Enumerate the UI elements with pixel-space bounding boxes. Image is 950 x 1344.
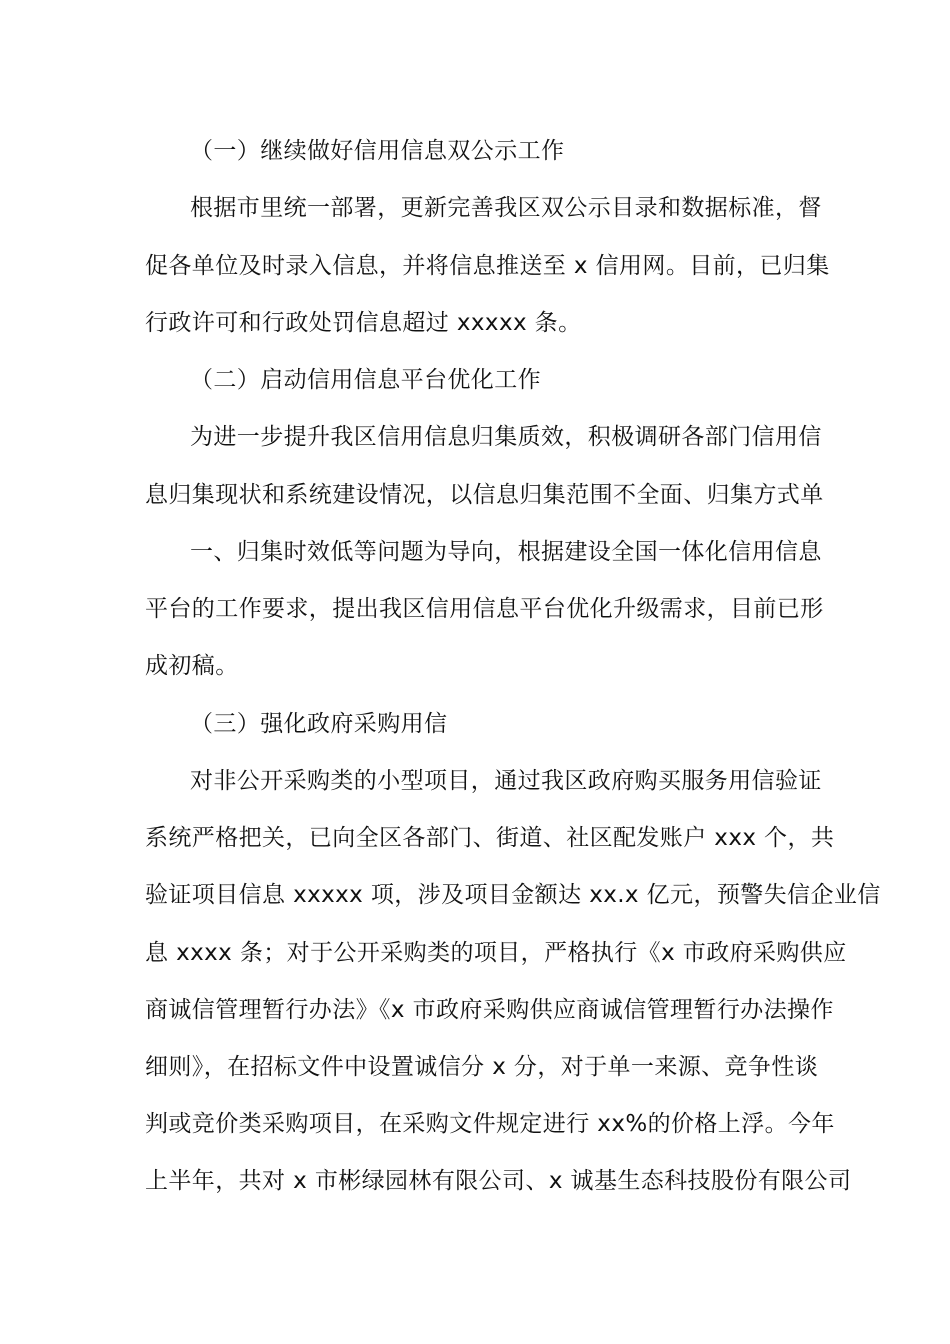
paragraph-line: 对非公开采购类的小型项目，通过我区政府购买服务用信验证 [190, 768, 822, 794]
paragraph-line: 系统严格把关，已向全区各部门、街道、社区配发账户 xxx 个，共 [145, 825, 835, 851]
paragraph-line: 一、归集时效低等问题为导向，根据建设全国一体化信用信息 [190, 539, 822, 565]
paragraph-line: 促各单位及时录入信息，并将信息推送至 x 信用网。目前，已归集 [145, 253, 830, 279]
paragraph-line: 成初稿。 [145, 653, 239, 679]
paragraph-line: 上半年，共对 x 市彬绿园林有限公司、x 诚基生态科技股份有限公司 [145, 1168, 852, 1194]
paragraph-line: 判或竞价类采购项目，在采购文件规定进行 xx%的价格上浮。今年 [145, 1111, 835, 1137]
paragraph-line: 验证项目信息 xxxxx 项，涉及项目金额达 xx.x 亿元，预警失信企业信 [145, 882, 881, 908]
paragraph-line: 行政许可和行政处罚信息超过 xxxxx 条。 [145, 310, 582, 336]
section-heading-1: （一）继续做好信用信息双公示工作 [190, 138, 565, 164]
paragraph-line: 细则》，在招标文件中设置诚信分 x 分，对于单一来源、竞争性谈 [145, 1054, 819, 1080]
paragraph-line: 息归集现状和系统建设情况，以信息归集范围不全面、归集方式单 [145, 482, 824, 508]
section-heading-3: （三）强化政府采购用信 [190, 711, 448, 737]
paragraph-line: 根据市里统一部署，更新完善我区双公示目录和数据标准，督 [190, 195, 822, 221]
section-heading-2: （二）启动信用信息平台优化工作 [190, 367, 541, 393]
paragraph-line: 息 xxxx 条；对于公开采购类的项目，严格执行《x 市政府采购供应 [145, 940, 847, 966]
paragraph-line: 平台的工作要求，提出我区信用信息平台优化升级需求，目前已形 [145, 596, 824, 622]
paragraph-line: 商诚信管理暂行办法》《x 市政府采购供应商诚信管理暂行办法操作 [145, 997, 834, 1023]
paragraph-line: 为进一步提升我区信用信息归集质效，积极调研各部门信用信 [190, 424, 822, 450]
